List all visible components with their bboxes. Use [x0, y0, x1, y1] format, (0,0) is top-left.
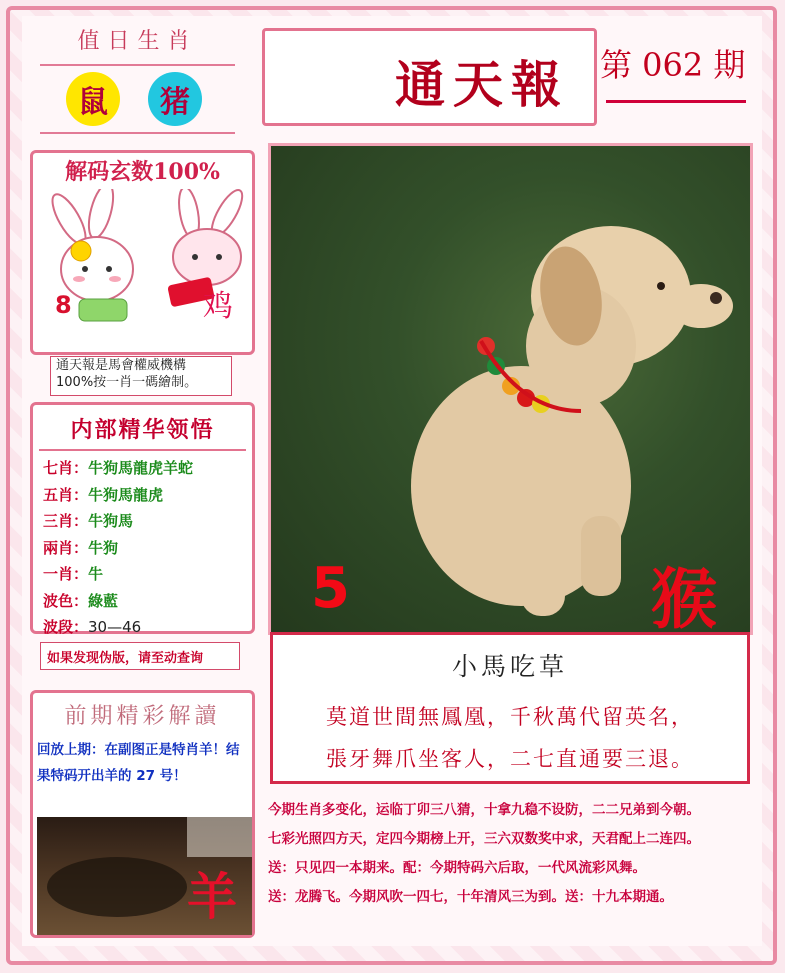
notice-line-1: 通天報是馬會權威機構: [56, 358, 187, 373]
forecast-line: 今期生肖多变化，运临丁卯三八猜，十拿九稳不设防，二二兄弟到今朝。: [268, 802, 700, 818]
photo-number: 5: [311, 556, 350, 621]
issue-number: 第 062 期: [600, 46, 746, 84]
previous-image-label: 羊: [187, 867, 237, 926]
row-key: 一肖：: [43, 565, 89, 583]
zodiac-animal-rat: 鼠: [66, 72, 120, 126]
masthead: [262, 28, 597, 126]
insider-title: 内部精华领悟: [70, 417, 215, 443]
row-value: 30—46: [88, 618, 142, 636]
puppy-photo: [268, 143, 753, 635]
poem-line-1: 莫道世間無鳳凰，千秋萬代留英名，: [326, 705, 694, 729]
row-key: 七肖：: [43, 459, 89, 477]
zodiac-panel: [30, 20, 245, 138]
forecast-line: 送：只见四一本期来。配：今期特码六后取，一代风流彩风舞。: [268, 860, 646, 876]
row-value: 牛: [88, 565, 104, 583]
list-item: [43, 616, 193, 643]
list-item: [43, 590, 193, 617]
divider: [40, 132, 235, 134]
decode-number: 8: [55, 291, 72, 319]
previous-text: 回放上期：在副图正是特肖羊！结果特码开出羊的 27 号！: [37, 742, 240, 784]
row-key: 波段：: [43, 618, 89, 636]
issue-number-box: [600, 40, 760, 110]
row-key: 五肖：: [43, 485, 89, 504]
zodiac-title: 值日生肖: [77, 29, 198, 54]
forecast-line: 送：龙腾飞。今期风吹一四七，十年清风三为到。送：十九本期通。: [268, 889, 673, 905]
notice-line-2: 100%按一肖一碼繪制。: [56, 375, 198, 390]
row-key: 兩肖：: [43, 538, 89, 557]
row-value: 牛狗馬龍虎羊蛇: [88, 459, 194, 477]
poem-panel: [270, 632, 750, 784]
list-item: [43, 563, 193, 590]
list-item: [43, 537, 193, 564]
insider-panel: [30, 402, 255, 634]
authority-notice: [50, 356, 232, 396]
divider: [40, 64, 235, 66]
row-value: 牛狗馬龍虎: [88, 485, 164, 504]
row-value: 綠藍: [88, 591, 119, 610]
forecast-text: [268, 796, 758, 912]
newspaper-title: 通天報: [395, 55, 569, 114]
decode-panel: [30, 150, 255, 355]
forecast-line: 七彩光照四方天，定四今期榜上开，三六双数奖中求，天君配上二连四。: [268, 831, 700, 847]
fake-version-notice: 如果发现伪版，请至动查询: [40, 642, 240, 670]
row-key: 三肖：: [43, 512, 89, 530]
previous-image: [37, 817, 252, 935]
list-item: [43, 457, 193, 484]
divider: [606, 100, 746, 103]
row-key: 波色：: [43, 591, 89, 610]
row-value: 牛狗: [88, 538, 119, 557]
previous-title: 前期精彩解讀: [64, 704, 221, 729]
photo-animal: 猴: [651, 560, 717, 635]
poem-line-2: 張牙舞爪坐客人，二七直通要三退。: [326, 747, 694, 771]
row-value: 牛狗馬: [88, 512, 134, 530]
decode-title: 解码玄数100%: [65, 159, 220, 185]
decode-animal: 鸡: [203, 289, 233, 324]
list-item: [43, 484, 193, 511]
previous-panel: [30, 690, 255, 938]
divider: [39, 449, 246, 451]
insider-list: [43, 457, 193, 643]
list-item: [43, 510, 193, 537]
poem-title: 小馬吃草: [451, 652, 568, 681]
zodiac-animal-pig: 猪: [148, 72, 202, 126]
